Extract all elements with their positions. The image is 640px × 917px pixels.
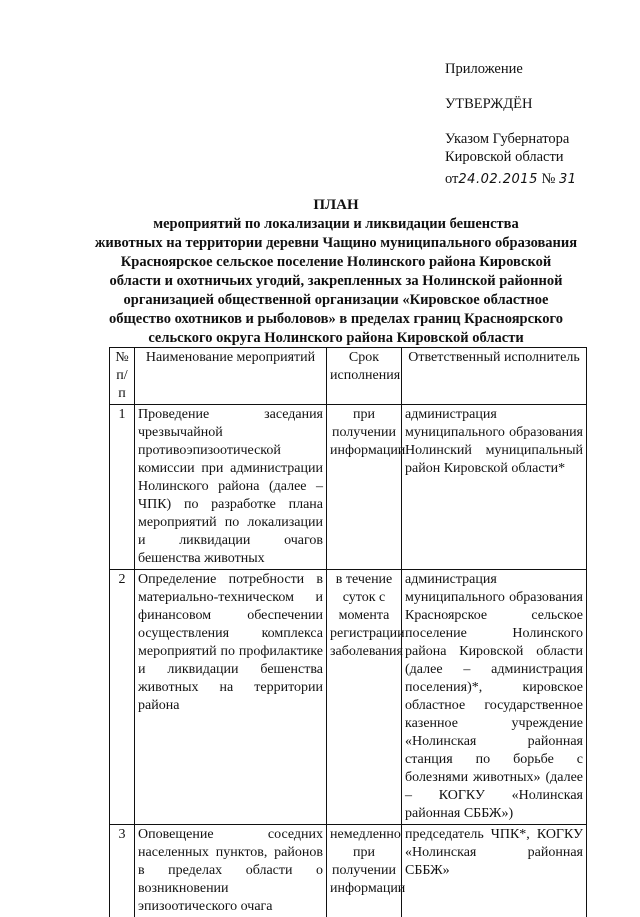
row-executor: председатель ЧПК*, КОГКУ «Нолинская районная СББЖ» xyxy=(402,825,587,917)
header-name: Наименование мероприятий xyxy=(135,348,327,405)
plan-heading: ПЛАН xyxy=(80,196,592,215)
appendix-label: Приложение xyxy=(445,60,635,78)
title-line: Красноярское сельское поселение Нолинского района Кировской xyxy=(80,253,592,272)
handwritten-number: 31 xyxy=(559,172,577,187)
decree-date-line xyxy=(445,170,635,189)
plan-table xyxy=(109,347,587,917)
row-name: Проведение заседания чрезвычайной противоэпизоотической комиссии при администрации Нолинского района (далее – ЧПК) по разработке плана мероприятий по локализации и ликвидации очагов бешенства животных xyxy=(135,405,327,570)
row-executor: администрация муниципального образования Красноярское сельское поселение Нолинского района Кировской области (далее – администрация поселения)*, кировское областное государственное казенное учреждение «Нолинская районная станция по борьбе с болезнями животных» (далее – КОГКУ «Нолинская районная СББЖ») xyxy=(402,570,587,825)
title-line: сельского округа Нолинского района Кировской области xyxy=(80,329,592,348)
header-num: № п/п xyxy=(110,348,135,405)
row-executor: администрация муниципального образования Нолинский муниципальный район Кировской области* xyxy=(402,405,587,570)
number-sign: № xyxy=(541,171,555,187)
table-header-row xyxy=(110,348,587,405)
title-line: области и охотничьих угодий, закрепленных за Нолинской районной xyxy=(80,272,592,291)
row-term: в течение суток с момента регистрации заболевания xyxy=(327,570,402,825)
title-line: общество охотников и рыболовов» в пределах границ Красноярского xyxy=(80,310,592,329)
row-num: 1 xyxy=(110,405,135,570)
approved-label: УТВЕРЖДЁН xyxy=(445,95,635,113)
decree-line-2: Кировской области xyxy=(445,148,635,166)
title-line: животных на территории деревни Чащино муниципального образования xyxy=(80,234,592,253)
handwritten-date: 24.02.2015 xyxy=(458,172,537,187)
document-title xyxy=(80,196,592,348)
decree-line-1: Указом Губернатора xyxy=(445,130,635,148)
row-num: 2 xyxy=(110,570,135,825)
table-row xyxy=(110,825,587,917)
header-term: Срок исполнения xyxy=(327,348,402,405)
row-term: немедленно при получении информации xyxy=(327,825,402,917)
row-num: 3 xyxy=(110,825,135,917)
row-name: Определение потребности в материально-техническом и финансовом обеспечении осуществления комплекса мероприятий по профилактике и ликвидации бешенства животных на территории района xyxy=(135,570,327,825)
row-name: Оповещение соседних населенных пунктов, районов в пределах области о возникновении эпизоотического очага xyxy=(135,825,327,917)
header-executor: Ответственный исполнитель xyxy=(402,348,587,405)
table-row xyxy=(110,405,587,570)
date-prefix: от xyxy=(445,171,458,187)
approval-block xyxy=(445,60,635,189)
row-term: при получении информации xyxy=(327,405,402,570)
title-line: мероприятий по локализации и ликвидации бешенства xyxy=(80,215,592,234)
table-row xyxy=(110,570,587,825)
title-line: организацией общественной организации «Кировское областное xyxy=(80,291,592,310)
